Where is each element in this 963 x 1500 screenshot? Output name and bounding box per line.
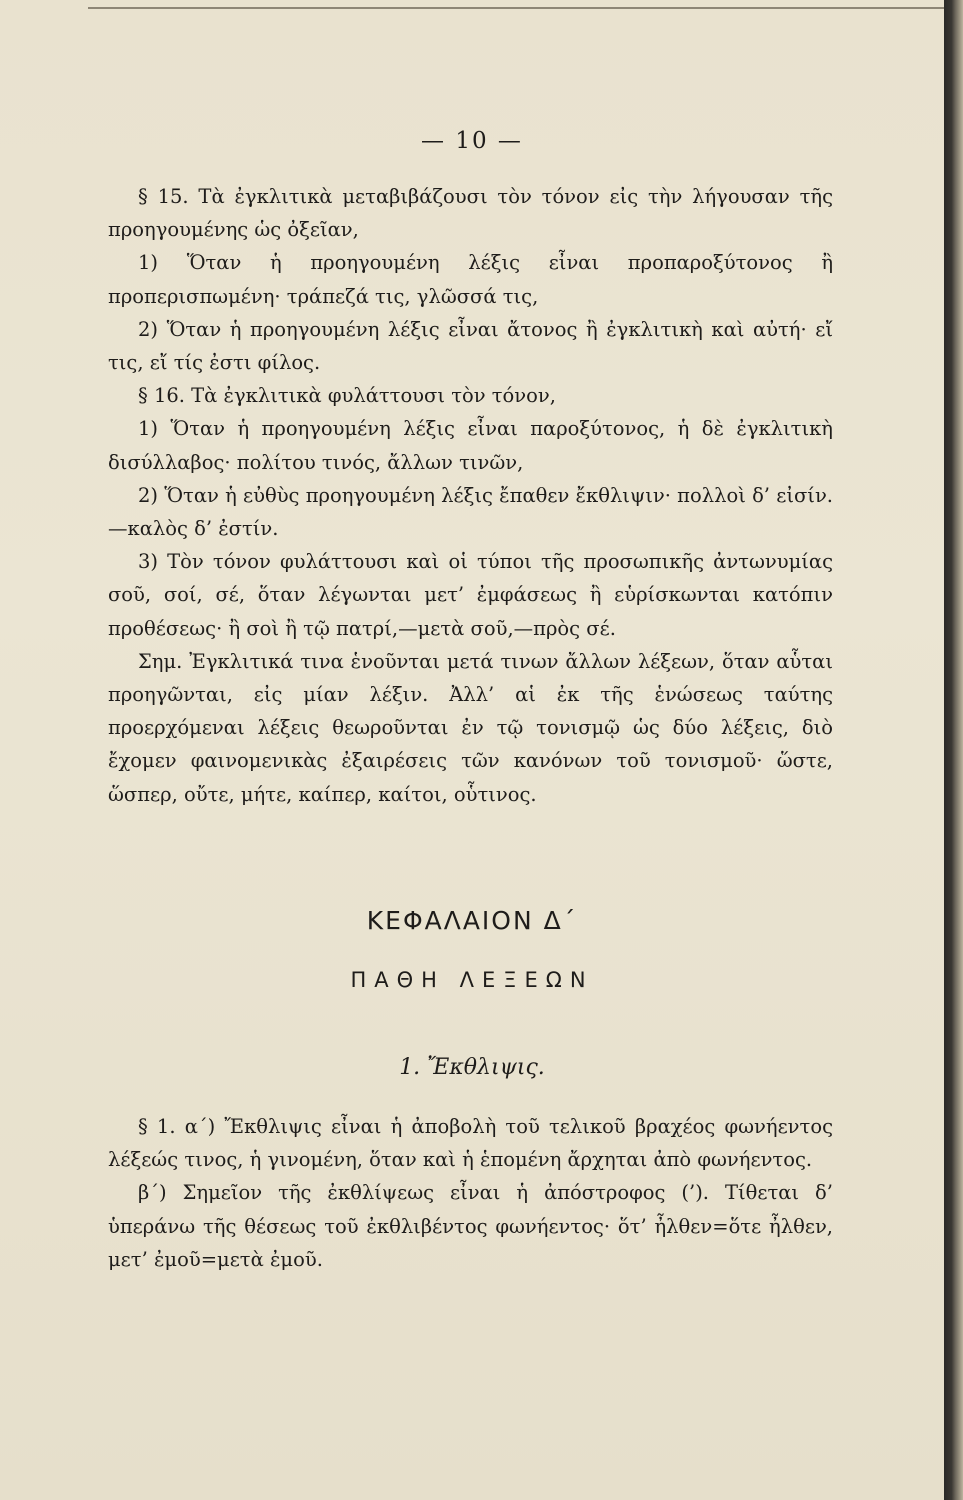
paragraph-16-rule-3: 3) Τὸν τόνον φυλάττουσι καὶ οἱ τύποι τῆς προσωπικῆς ἀντωνυμίας σοῦ, σοί, σέ, ὅταν λέγωνται μετ’ ἐμφάσεως ἢ εὑρίσκωνται κατόπιν προθέσεως· ἢ σοὶ ἢ τῷ πατρί,—μετὰ σοῦ,—πρὸς σέ. (108, 550, 833, 640)
section-title: 1. Ἔκθλιψις. (399, 1055, 545, 1080)
page-number: — 10 — (421, 128, 523, 154)
paragraph-16-rule-2: 2) Ὅταν ἡ εὐθὺς προηγουμένη λέξις ἔπαθεν ἔκθλιψιν· πολλοὶ δ’ εἰσίν.—καλὸς δ’ ἐστίν. (108, 483, 833, 541)
chapter-title: ΚΕΦΑΛΑΙΟΝ Δ΄ (366, 906, 578, 935)
chapter-subtitle: ΠΑΘΗ ΛΕΞΕΩΝ (350, 968, 594, 992)
page-spine-edge (944, 0, 963, 1500)
paragraph-1b: β΄) Σημεῖον τῆς ἐκθλίψεως εἶναι ἡ ἀπόστροφος (’). Τίθεται δ’ ὑπεράνω τῆς θέσεως τοῦ ἐκθλιβέντος φωνήεντος· ὅτ’ ἦλθεν=ὅτε ἦλθεν, μετ’ ἐμοῦ=μετὰ ἐμοῦ. (108, 1181, 833, 1271)
paragraph-15-rule-1: 1) Ὅταν ἡ προηγουμένη λέξις εἶναι προπαροξύτονος ἢ προπερισπωμένη· τράπεζά τις, γλῶσσά τις, (108, 251, 833, 308)
note-paragraph: Σημ. Ἐγκλιτικά τινα ἑνοῦνται μετά τινων ἄλλων λέξεων, ὅταν αὗται προηγῶνται, εἰς μίαν λέξιν. Ἀλλ’ αἱ ἐκ τῆς ἑνώσεως ταύτης προερχόμεναι λέξεις θεωροῦνται ἐν τῷ τονισμῷ ὡς δύο λέξεις, διὸ ἔχομεν φαινομενικὰς ἐξαιρέσεις τῶν κανόνων τοῦ τονισμοῦ· ὥστε, ὥσπερ, οὔτε, μήτε, καίπερ, καίτοι, οὗτινος. (108, 649, 833, 806)
text-block-accentuation (108, 180, 833, 811)
top-edge-rule (88, 7, 944, 9)
text-block-elision (108, 1110, 833, 1276)
paragraph-16: § 16. Τὰ ἐγκλιτικὰ φυλάττουσι τὸν τόνον, (138, 384, 556, 408)
paragraph-15-rule-2: 2) Ὅταν ἡ προηγουμένη λέξις εἶναι ἄτονος ἢ ἐγκλιτικὴ καὶ αὐτή· εἴ τις, εἴ τίς ἐστι φίλος. (108, 317, 833, 375)
paragraph-1a: § 1. α΄) Ἔκθλιψις εἶναι ἡ ἀποβολὴ τοῦ τελικοῦ βραχέος φωνήεντος λέξεώς τινος, ἡ γινομένη, ὅταν καὶ ἡ ἑπομένη ἄρχηται ἀπὸ φωνήεντος. (108, 1115, 833, 1172)
paragraph-15: § 15. Τὰ ἐγκλιτικὰ μεταβιβάζουσι τὸν τόνον εἰς τὴν λήγουσαν τῆς προηγουμένης ὡς ὀξεῖαν, (108, 185, 833, 242)
paragraph-16-rule-1: 1) Ὅταν ἡ προηγουμένη λέξις εἶναι παροξύτονος, ἡ δὲ ἐγκλιτικὴ δισύλλαβος· πολίτου τινός, ἄλλων τινῶν, (108, 417, 833, 474)
